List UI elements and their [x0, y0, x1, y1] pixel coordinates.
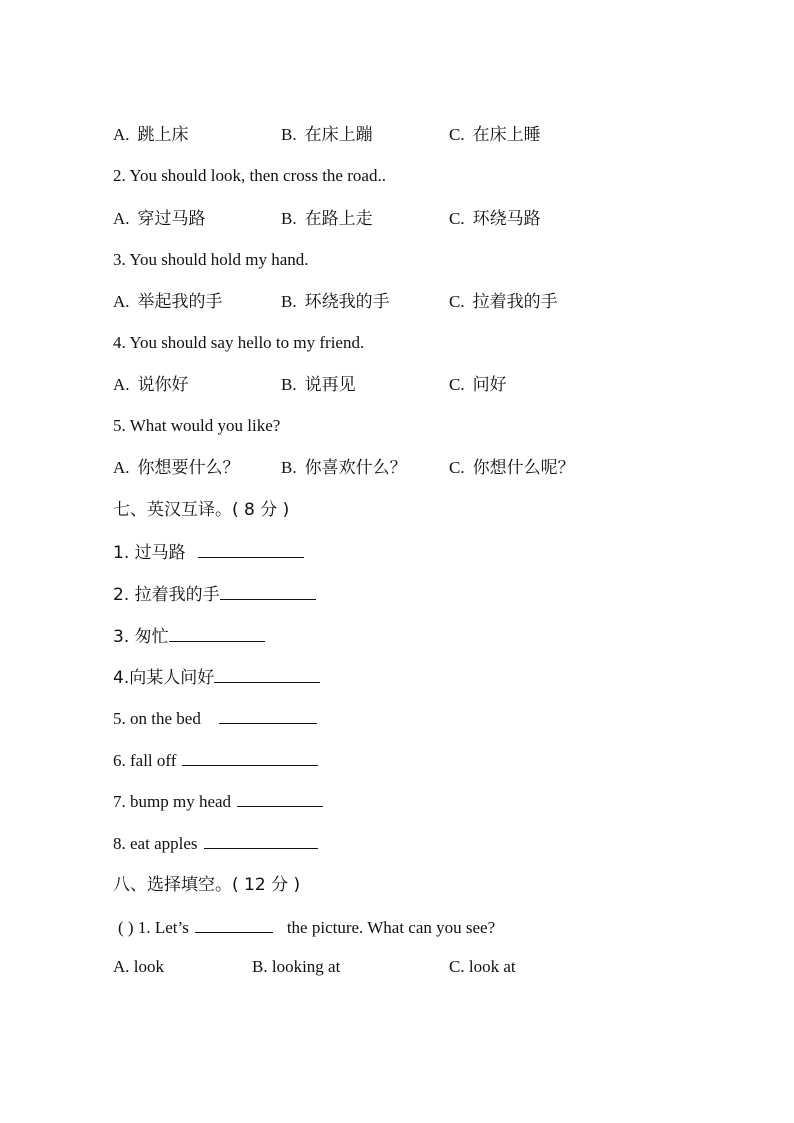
s8-q1-stem: [118, 915, 495, 939]
option-letter: B.: [281, 125, 297, 144]
option-letter: B.: [281, 292, 297, 311]
q2-option-b: [281, 207, 373, 231]
option-text: 你想要什么？: [137, 458, 240, 478]
answer-blank[interactable]: [214, 665, 320, 683]
option-text: 说你好: [137, 375, 189, 395]
option-text: 拉着我的手: [472, 292, 558, 312]
option-text: 你想什么呢？: [472, 458, 575, 478]
q1-option-a: [113, 123, 189, 147]
answer-blank[interactable]: [169, 624, 265, 642]
translation-item-5: [113, 706, 317, 730]
answer-blank[interactable]: [195, 915, 273, 933]
s8-q1-option-a: [113, 955, 164, 979]
option-letter: A.: [113, 375, 130, 394]
q3-option-c: [449, 290, 558, 314]
q3-stem: 3. You should hold my hand.: [113, 250, 309, 269]
option-text: 举起我的手: [137, 292, 223, 312]
answer-blank[interactable]: [182, 748, 318, 766]
q4-stem: 4. You should say hello to my friend.: [113, 333, 365, 352]
item-text: 5. on the bed: [113, 709, 201, 728]
q2-option-a: [113, 207, 206, 231]
option-letter: C.: [449, 125, 465, 144]
answer-blank[interactable]: [204, 831, 318, 849]
q5-option-a: [113, 456, 240, 480]
option-text: 环绕马路: [472, 209, 541, 229]
item-text: 8. eat apples: [113, 834, 198, 853]
answer-blank[interactable]: [198, 540, 304, 558]
translation-item-7: [113, 789, 323, 813]
option-letter: A.: [113, 957, 130, 976]
answer-blank[interactable]: [237, 789, 323, 807]
q3-option-b: [281, 290, 390, 314]
option-text: 说再见: [304, 375, 356, 395]
option-letter: C.: [449, 458, 465, 477]
option-letter: B.: [281, 209, 297, 228]
translation-item-1: [113, 540, 304, 564]
section-8-heading: 八、选择填空。( 12 分 ): [113, 875, 301, 895]
q3-option-a: [113, 290, 223, 314]
option-letter: B.: [252, 957, 268, 976]
answer-blank[interactable]: [220, 582, 316, 600]
q4-option-b: [281, 373, 356, 397]
item-text: 1. 过马路: [113, 543, 186, 563]
item-text: 7. bump my head: [113, 792, 232, 811]
section-7-heading: 七、英汉互译。( 8 分 ): [113, 500, 290, 520]
translation-item-4: [113, 665, 320, 689]
translation-item-8: [113, 831, 318, 855]
q5-option-c: [449, 456, 575, 480]
item-text: 4.向某人问好: [113, 668, 215, 688]
q1-option-c: [449, 123, 541, 147]
answer-blank[interactable]: [219, 706, 317, 724]
q1-option-b: [281, 123, 373, 147]
option-letter: C.: [449, 209, 465, 228]
answer-paren[interactable]: ( ): [118, 918, 134, 937]
translation-item-3: [113, 624, 265, 648]
option-text: look: [133, 957, 165, 976]
option-text: 环绕我的手: [304, 292, 390, 312]
option-text: 在路上走: [304, 209, 373, 229]
q2-option-c: [449, 207, 541, 231]
option-letter: C.: [449, 957, 465, 976]
q5-option-b: [281, 456, 407, 480]
option-letter: A.: [113, 209, 130, 228]
option-letter: C.: [449, 292, 465, 311]
s8-q1-option-b: [252, 955, 340, 979]
stem-text-post: the picture. What can you see?: [286, 918, 496, 937]
q5-stem: 5. What would you like?: [113, 416, 281, 435]
option-letter: A.: [113, 458, 130, 477]
translation-item-6: [113, 748, 318, 772]
option-text: looking at: [271, 957, 341, 976]
option-letter: A.: [113, 125, 130, 144]
option-text: 在床上睡: [472, 125, 541, 145]
translation-item-2: [113, 582, 316, 606]
stem-text-pre: 1. Let’s: [137, 918, 189, 937]
option-text: look at: [468, 957, 516, 976]
s8-q1-option-c: [449, 955, 516, 979]
item-text: 2. 拉着我的手: [113, 585, 220, 605]
q4-option-a: [113, 373, 189, 397]
item-text: 6. fall off: [113, 751, 177, 770]
option-letter: B.: [281, 458, 297, 477]
option-letter: C.: [449, 375, 465, 394]
option-text: 穿过马路: [137, 209, 206, 229]
q2-stem: 2. You should look, then cross the road..: [113, 166, 386, 185]
option-letter: A.: [113, 292, 130, 311]
option-text: 跳上床: [137, 125, 189, 145]
item-text: 3. 匆忙: [113, 627, 169, 647]
option-text: 问好: [472, 375, 507, 395]
q4-option-c: [449, 373, 507, 397]
option-text: 在床上蹦: [304, 125, 373, 145]
option-text: 你喜欢什么？: [304, 458, 407, 478]
option-letter: B.: [281, 375, 297, 394]
